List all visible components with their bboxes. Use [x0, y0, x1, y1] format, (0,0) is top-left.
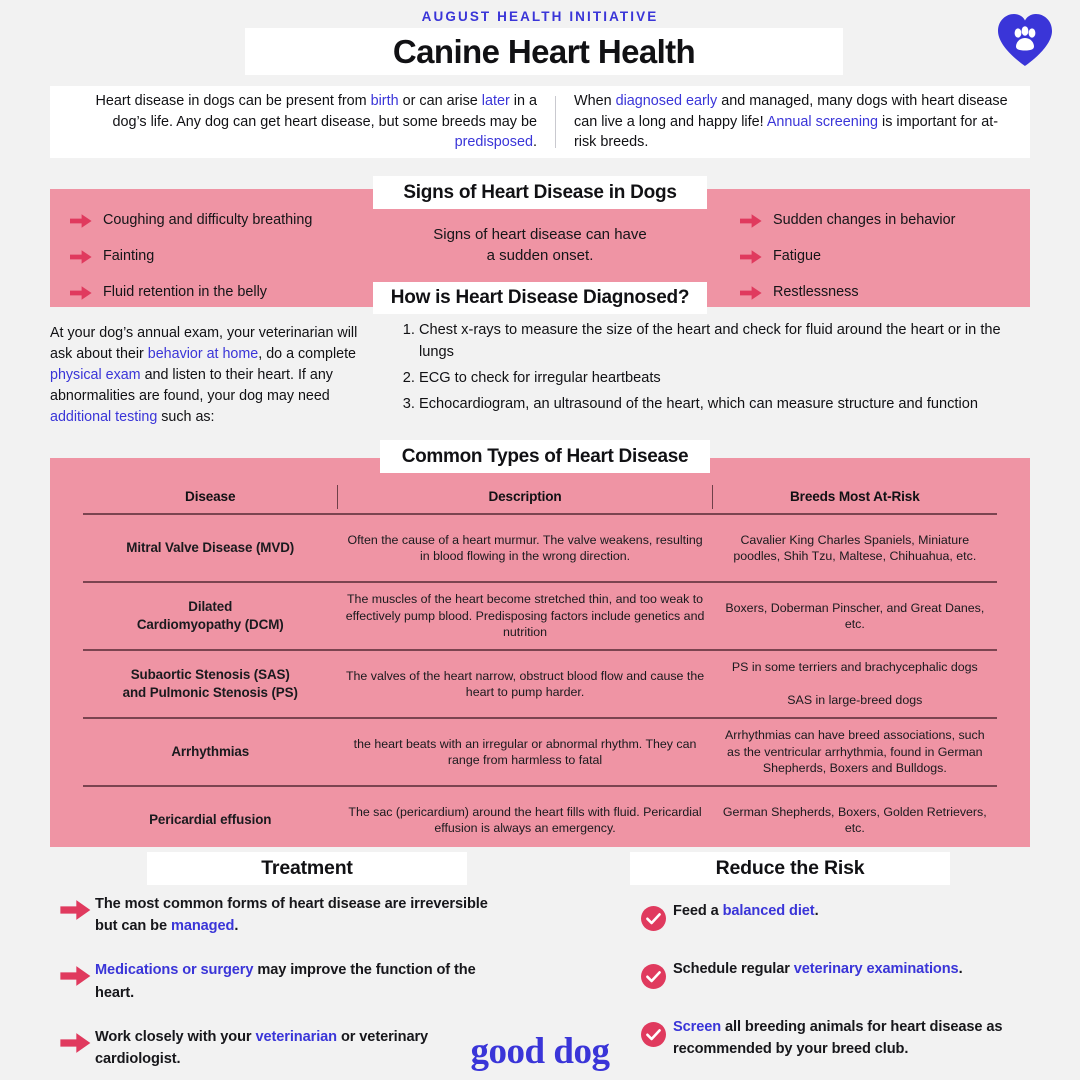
- inline-highlight: physical exam: [50, 367, 141, 384]
- inline-text: may improve the function of the heart.: [95, 962, 476, 1001]
- sign-item: [740, 203, 1060, 239]
- cell-breeds: Boxers, Doberman Pinscher, and Great Danes, etc.: [725, 600, 985, 631]
- cell-breeds: German Shepherds, Boxers, Golden Retrievers, etc.: [722, 804, 987, 835]
- inline-text: in a dog’s life. Any dog can get heart disease, but some breeds may be: [112, 92, 537, 130]
- inline-highlight: diagnosed early: [615, 92, 718, 109]
- check-circle-icon: [633, 900, 673, 931]
- cell-disease: Arrhythmias: [171, 744, 250, 760]
- cell-description: the heart beats with an irregular or abnormal rhythm. They can range from harmless to fatal: [353, 736, 697, 767]
- inline-text: , do a complete: [258, 346, 357, 363]
- types-table-title: Common Types of Heart Disease: [380, 440, 710, 473]
- intro-right-paragraph: [556, 91, 1030, 154]
- arrow-right-icon: [70, 285, 92, 301]
- inline-highlight: Medications or surgery: [95, 962, 254, 979]
- column-header-disease: Disease: [185, 489, 236, 504]
- diagnosis-step: 1. Chest x-rays to measure the size of the heart and check for fluid around the heart or in the lungs: [419, 320, 1020, 364]
- bullet-item: [633, 958, 1043, 989]
- signs-right-column: [740, 203, 1060, 311]
- arrow-right-icon: [740, 213, 762, 229]
- reduce-risk-section-title: Reduce the Risk: [630, 852, 950, 885]
- inline-text: or veterinary cardiologist.: [95, 1028, 429, 1067]
- arrow-right-icon: [55, 959, 95, 987]
- check-circle-icon: [641, 964, 666, 989]
- inline-text: or can arise: [398, 92, 482, 109]
- diagnosis-left-paragraph: [50, 323, 375, 428]
- cell-breeds: Cavalier King Charles Spaniels, Miniature poodles, Shih Tzu, Maltese, Chihuahua, etc.: [733, 532, 977, 563]
- inline-text: At your dog’s annual exam, your veterinarian will ask about their: [50, 325, 358, 363]
- sign-item: [70, 275, 390, 311]
- inline-highlight: additional testing: [50, 409, 158, 426]
- sign-item: [740, 275, 1060, 311]
- inline-text: The most common forms of heart disease are irreversible but can be: [95, 896, 488, 935]
- arrow-right-icon: [70, 213, 92, 229]
- sign-item: [70, 203, 390, 239]
- inline-text: When: [574, 92, 616, 109]
- inline-highlight: Annual screening: [766, 113, 879, 130]
- signs-note: Signs of heart disease can have a sudden onset.: [433, 226, 647, 265]
- inline-highlight: birth: [370, 92, 399, 109]
- inline-highlight: later: [481, 92, 510, 109]
- page-title: [245, 28, 843, 75]
- arrow-right-icon: [70, 249, 92, 265]
- inline-highlight: predisposed: [454, 134, 533, 151]
- arrow-right-icon: [60, 965, 91, 987]
- treatment-section-title: Treatment: [147, 852, 467, 885]
- inline-highlight: balanced diet: [722, 903, 815, 919]
- sign-item-label: Fluid retention in the belly: [103, 284, 267, 301]
- inline-text: and listen to their heart. If any abnormalities are found, your dog may need: [50, 367, 333, 405]
- inline-highlight: veterinary examinations: [793, 961, 959, 977]
- sign-item-label: Fainting: [103, 248, 155, 265]
- diagnosis-step: 3. Echocardiogram, an ultrasound of the heart, which can measure structure and function: [419, 394, 1020, 416]
- cell-description: Often the cause of a heart murmur. The valve weakens, resulting in blood flowing in the wrong direction.: [347, 532, 703, 563]
- inline-text: such as:: [157, 409, 215, 426]
- table-row: [83, 787, 997, 853]
- bullet-item-text: [95, 959, 505, 1003]
- bullet-item: [633, 900, 1043, 931]
- inline-text: all breeding animals for heart disease as recommended by your breed club.: [673, 1019, 1003, 1058]
- cell-disease: Mitral Valve Disease (MVD): [126, 540, 295, 556]
- inline-text: Work closely with your: [95, 1028, 256, 1045]
- cell-disease: Pericardial effusion: [149, 812, 272, 828]
- inline-text: .: [533, 134, 537, 151]
- bullet-item: [55, 959, 505, 1003]
- inline-text: .: [234, 918, 239, 935]
- diagnosis-step: 2. ECG to check for irregular heartbeats: [419, 368, 1020, 390]
- diagnosis-ordered-list: [395, 320, 1020, 416]
- sign-item-label: Restlessness: [773, 284, 859, 301]
- inline-highlight: Screen: [673, 1019, 722, 1035]
- arrow-right-icon: [740, 285, 762, 301]
- diagnosis-steps-list: [395, 320, 1020, 420]
- arrow-right-icon: [740, 249, 762, 265]
- arrow-right-icon: [60, 899, 91, 921]
- inline-text: .: [958, 961, 963, 977]
- column-header-description: Description: [488, 489, 562, 504]
- inline-text: Feed a: [673, 903, 723, 919]
- table-row: [83, 651, 997, 717]
- check-circle-icon: [641, 906, 666, 931]
- cell-disease: Dilated Cardiomyopathy (DCM): [136, 599, 284, 632]
- check-circle-icon: [633, 958, 673, 989]
- bullet-item-text: [673, 900, 819, 922]
- inline-text: Heart disease in dogs can be present from: [95, 92, 371, 109]
- inline-text: Schedule regular: [673, 961, 794, 977]
- signs-section-title: Signs of Heart Disease in Dogs: [373, 176, 707, 209]
- cell-description: The sac (pericardium) around the heart fills with fluid. Pericardial effusion is always an emergency.: [348, 804, 702, 835]
- brand-logo: good dog: [470, 1031, 610, 1072]
- table-body: [83, 515, 997, 853]
- table-row: [83, 515, 997, 581]
- inline-highlight: veterinarian: [255, 1028, 337, 1045]
- bullet-item-text: [673, 958, 963, 980]
- table-header-row: [83, 480, 997, 513]
- intro-panel: [50, 86, 1030, 158]
- cell-description: The muscles of the heart become stretched thin, and too weak to effectively pump blood. Predisposing factors include genetics and nutrition: [345, 592, 705, 640]
- arrow-right-icon: [55, 893, 95, 921]
- table-row: [83, 719, 997, 785]
- sign-item-label: Fatigue: [773, 248, 821, 265]
- bullet-item: [55, 893, 505, 937]
- types-table: [83, 480, 997, 853]
- cell-breeds: Arrhythmias can have breed associations, such as the ventricular arrhythmia, found in German Shepherds, Boxers and Bulldogs.: [724, 728, 985, 776]
- table-row: [83, 583, 997, 649]
- diagnosis-section-title: How is Heart Disease Diagnosed?: [373, 282, 707, 314]
- cell-breeds: PS in some terriers and brachycephalic dogs SAS in large-breed dogs: [731, 660, 978, 708]
- cell-disease: Subaortic Stenosis (SAS) and Pulmonic Stenosis (PS): [122, 667, 298, 700]
- signs-left-column: [70, 203, 390, 311]
- heart-paw-icon: [995, 12, 1055, 68]
- cell-description: The valves of the heart narrow, obstruct blood flow and cause the heart to pump harder.: [345, 668, 705, 699]
- intro-left-paragraph: [50, 91, 555, 154]
- inline-highlight: behavior at home: [147, 346, 259, 363]
- inline-highlight: managed: [170, 918, 235, 935]
- page-title-text: Canine Heart Health: [392, 33, 696, 70]
- inline-text: is important for at-risk breeds.: [574, 113, 998, 151]
- sign-item-label: Coughing and difficulty breathing: [103, 212, 313, 229]
- bullet-item-text: [95, 893, 505, 937]
- sign-item: [70, 239, 390, 275]
- inline-text: and managed, many dogs with heart disease can live a long and happy life!: [574, 92, 1008, 130]
- inline-text: .: [814, 903, 819, 919]
- eyebrow-text: AUGUST HEALTH INITIATIVE: [421, 9, 659, 24]
- sign-item-label: Sudden changes in behavior: [773, 212, 956, 229]
- sign-item: [740, 239, 1060, 275]
- column-header-breeds: Breeds Most At-Risk: [790, 489, 920, 504]
